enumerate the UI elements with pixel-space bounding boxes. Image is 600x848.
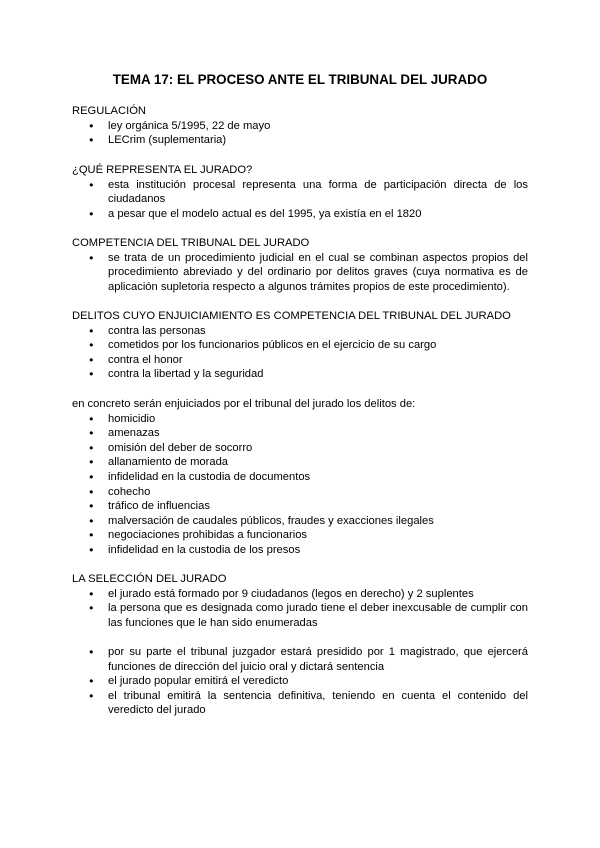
bullet-list (72, 645, 528, 718)
list-item: ● omisión del deber de socorro (72, 441, 528, 456)
list-item: ● negociaciones prohibidas a funcionarios (72, 528, 528, 543)
list-item: ● infidelidad en la custodia de los presos (72, 543, 528, 558)
list-item: ● ley orgánica 5/1995, 22 de mayo (72, 119, 528, 134)
section-seleccion (72, 572, 528, 718)
document-title: TEMA 17: EL PROCESO ANTE EL TRIBUNAL DEL JURADO (112, 72, 488, 87)
section-heading: LA SELECCIÓN DEL JURADO (72, 573, 227, 585)
list-item: ● amenazas (72, 426, 528, 441)
section-delitos (72, 309, 528, 382)
list-item: ● a pesar que el modelo actual es del 1995, ya existía en el 1820 (72, 207, 528, 222)
list-item: ● se trata de un procedimiento judicial en el cual se combinan aspectos propios del procedimiento abreviado y del ordinario por delitos graves (cuya normativa es de aplicación supletoria respecto a algunos trámites propios de este procedimiento). (72, 251, 528, 295)
list-item: ● LECrim (suplementaria) (72, 133, 528, 148)
list-item: ● esta institución procesal representa una forma de participación directa de los ciudadanos (72, 178, 528, 207)
list-item: ● contra el honor (72, 353, 528, 368)
section-heading: COMPETENCIA DEL TRIBUNAL DEL JURADO (72, 237, 310, 249)
section-representa (72, 163, 528, 221)
section-heading: REGULACIÓN (72, 105, 146, 117)
bullet-list (72, 178, 528, 222)
section-competencia (72, 236, 528, 294)
list-item: ● allanamiento de morada (72, 455, 528, 470)
list-item: ● malversación de caudales públicos, fraudes y exacciones ilegales (72, 514, 528, 529)
bullet-list (72, 251, 528, 295)
list-item: ● por su parte el tribunal juzgador estará presidido por 1 magistrado, que ejercerá funciones de dirección del juicio oral y dictará sentencia (72, 645, 528, 674)
section-regulacion (72, 104, 528, 148)
list-item: ● homicidio (72, 412, 528, 427)
list-item: ● contra las personas (72, 324, 528, 339)
bullet-list (72, 412, 528, 558)
list-item: ● el tribunal emitirá la sentencia definitiva, teniendo en cuenta el contenido del veredicto del jurado (72, 689, 528, 718)
list-item: ● el jurado popular emitirá el veredicto (72, 674, 528, 689)
list-item: ● tráfico de influencias (72, 499, 528, 514)
bullet-list (72, 324, 528, 382)
bullet-list (72, 119, 528, 148)
section-heading: ¿QUÉ REPRESENTA EL JURADO? (72, 164, 253, 176)
list-item: ● la persona que es designada como jurado tiene el deber inexcusable de cumplir con las funciones que le han sido enumeradas (72, 601, 528, 630)
list-item: ● cometidos por los funcionarios públicos en el ejercicio de su cargo (72, 338, 528, 353)
section-heading: DELITOS CUYO ENJUICIAMIENTO ES COMPETENCIA DEL TRIBUNAL DEL JURADO (72, 310, 511, 322)
list-item: ● el jurado está formado por 9 ciudadanos (legos en derecho) y 2 suplentes (72, 587, 528, 602)
list-item: ● infidelidad en la custodia de documentos (72, 470, 528, 485)
list-item: ● contra la libertad y la seguridad (72, 367, 528, 382)
section-delitos-concretos (72, 397, 528, 558)
bullet-list (72, 587, 528, 631)
spacer (72, 630, 528, 645)
list-item: ● cohecho (72, 485, 528, 500)
intro-text: en concreto serán enjuiciados por el tribunal del jurado los delitos de: (72, 398, 416, 410)
